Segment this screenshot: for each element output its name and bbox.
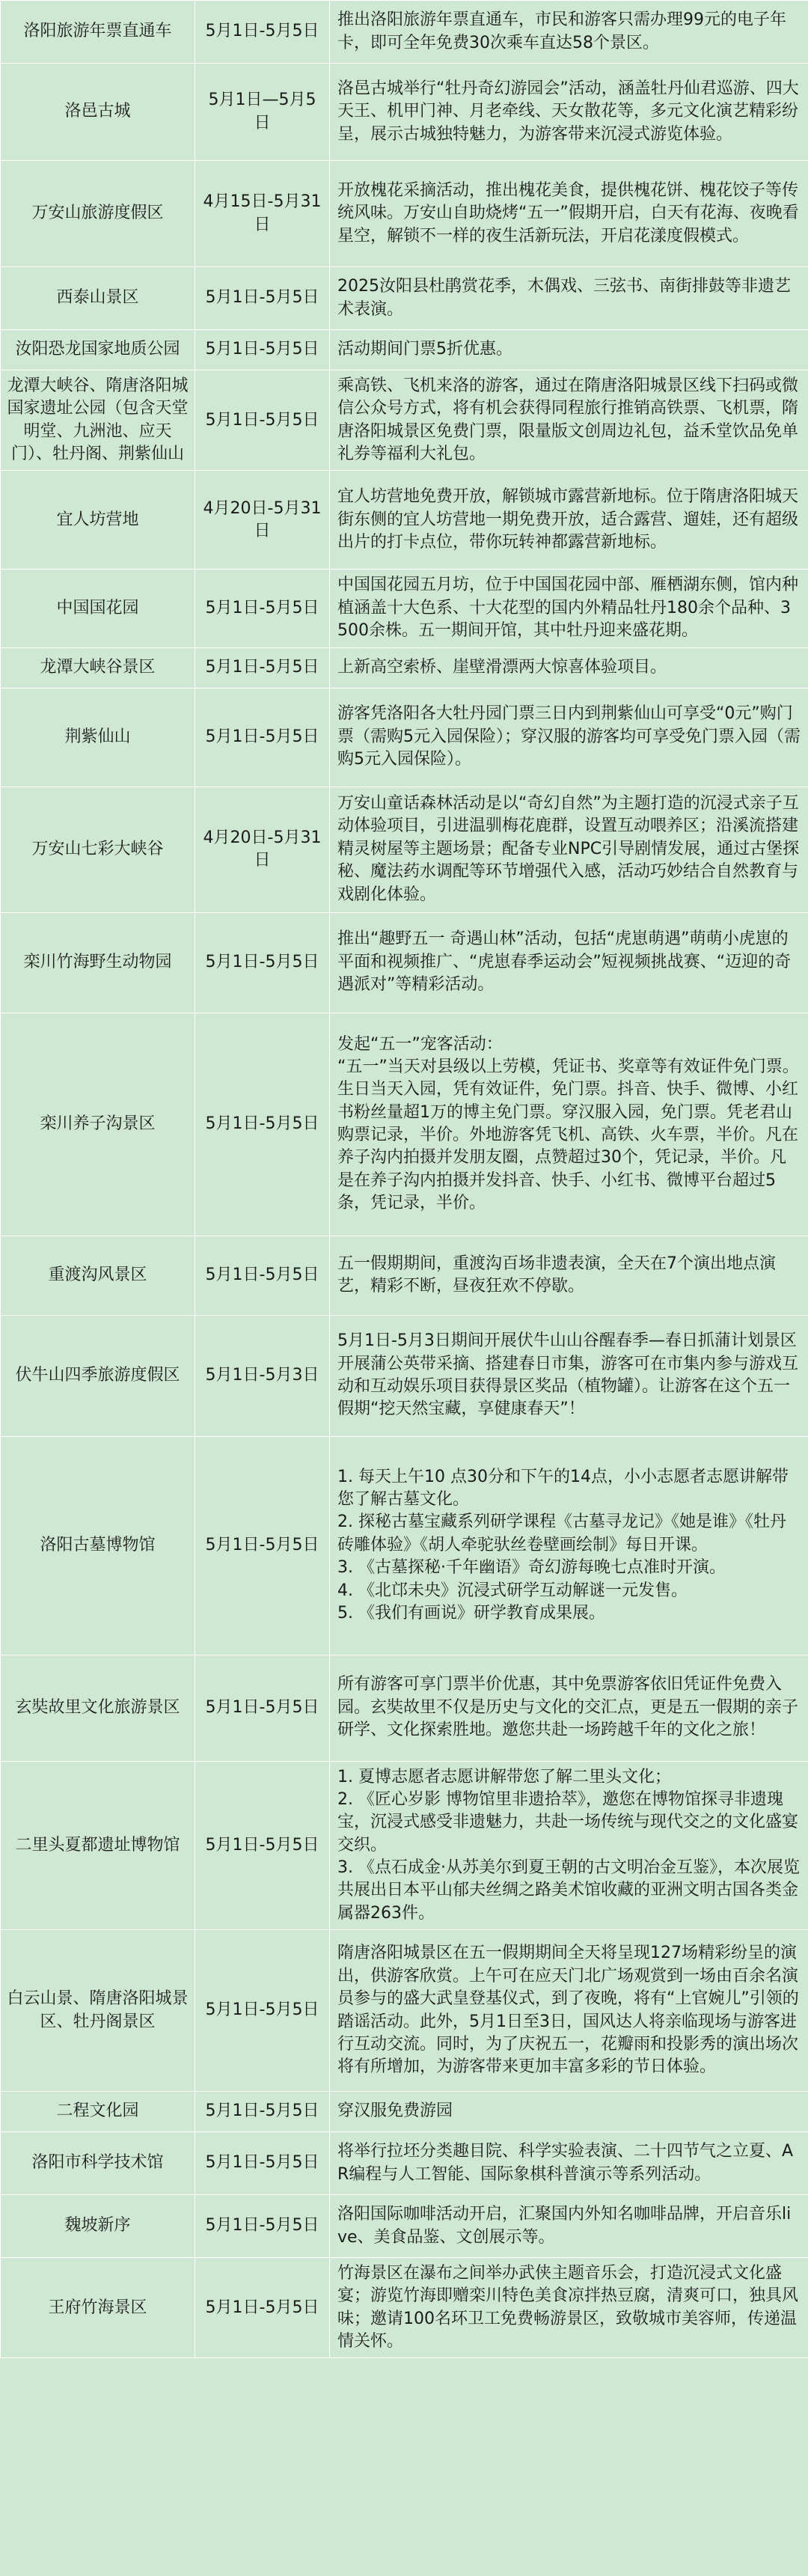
date-range-cell: 5月1日—5月5日 bbox=[195, 64, 330, 161]
table-row bbox=[1, 1436, 808, 1655]
activity-description-cell: 五一假期期间，重渡沟百场非遗表演，全天在7个演出地点演艺，精彩不断，昼夜狂欢不停歇。 bbox=[330, 1236, 808, 1315]
date-range-cell: 5月1日-5月5日 bbox=[195, 1436, 330, 1655]
activity-description-cell: 开放槐花采摘活动，推出槐花美食，提供槐花饼、槐花饺子等传统风味。万安山自助烧烤“五一”假期开启，白天有花海、夜晚看星空，解锁不一样的夜生活新玩法，开启花漾度假模式。 bbox=[330, 161, 808, 267]
date-range-cell: 5月1日-5月5日 bbox=[195, 370, 330, 471]
activity-description-cell: 2025汝阳县杜鹃赏花季，木偶戏、三弦书、南街排鼓等非遗艺术表演。 bbox=[330, 267, 808, 330]
activity-description-cell: 中国国花园五月坊，位于中国国花园中部、雁栖湖东侧，馆内种植涵盖十大色系、十大花型的国内外精品牡丹180余个品种、3500余株。五一期间开馆，其中牡丹迎来盛花期。 bbox=[330, 570, 808, 647]
date-range-cell: 5月1日-5月5日 bbox=[195, 1655, 330, 1761]
date-range-cell: 5月1日-5月5日 bbox=[195, 688, 330, 787]
venue-name-cell: 魏坡新序 bbox=[1, 2195, 195, 2258]
table-row bbox=[1, 688, 808, 787]
venue-name-cell: 洛阳旅游年票直通车 bbox=[1, 1, 195, 64]
activity-description-cell: 1. 夏博志愿者志愿讲解带您了解二里头文化； 2. 《匠心岁影 博物馆里非遗拾萃》，邀您在博物馆探寻非遗瑰宝，沉浸式感受非遗魅力，共赴一场传统与现代交之的文化盛宴交织。 3. 《点石成金·从苏美尔到夏王朝的古文明冶金互鉴》，本次展览共展出日本平山郁夫丝绸之路美术馆收藏的亚洲文明古国各类金属器263件。 bbox=[330, 1761, 808, 1930]
table-row bbox=[1, 2132, 808, 2195]
date-range-cell: 5月1日-5月5日 bbox=[195, 1236, 330, 1315]
activity-description-cell: 活动期间门票5折优惠。 bbox=[330, 330, 808, 370]
activity-description-cell: 竹海景区在瀑布之间举办武侠主题音乐会，打造沉浸式文化盛宴；游览竹海即赠栾川特色美食凉拌热豆腐，清爽可口，独具风味；邀请100名环卫工免费畅游景区，致敬城市美容师，传递温情关怀。 bbox=[330, 2258, 808, 2358]
activity-description-cell: 将举行拉坯分类趣目院、科学实验表演、二十四节气之立夏、AR编程与人工智能、国际象棋科普演示等系列活动。 bbox=[330, 2132, 808, 2195]
venue-name-cell: 王府竹海景区 bbox=[1, 2258, 195, 2358]
date-range-cell: 5月1日-5月5日 bbox=[195, 1, 330, 64]
activity-description-cell: 5月1日-5月3日期间开展伏牛山山谷醒春季—春日抓蒲计划景区开展蒲公英带采摘、搭建春日市集，游客可在市集内参与游戏互动和互动娱乐项目获得景区奖品（植物罐）。让游客在这个五一假期“挖天然宝藏，享健康春天”！ bbox=[330, 1315, 808, 1436]
date-range-cell: 5月1日-5月5日 bbox=[195, 1930, 330, 2092]
venue-name-cell: 西泰山景区 bbox=[1, 267, 195, 330]
venue-name-cell: 栾川养子沟景区 bbox=[1, 1013, 195, 1236]
date-range-cell: 5月1日-5月5日 bbox=[195, 2195, 330, 2258]
venue-name-cell: 二程文化园 bbox=[1, 2092, 195, 2132]
date-range-cell: 5月1日-5月5日 bbox=[195, 912, 330, 1013]
activity-description-cell: 1. 每天上午10 点30分和下午的14点，小小志愿者志愿讲解带您了解古墓文化。 2. 探秘古墓宝藏系列研学课程《古墓寻龙记》《她是谁》《牡丹砖雕体验》《胡人牵驼驮丝卷壁画绘制》每日开课。 3. 《古墓探秘·千年幽语》奇幻游每晚七点准时开演。 4. 《北邙未央》沉浸式研学互动解谜一元发售。 5. 《我们有画说》研学教育成果展。 bbox=[330, 1436, 808, 1655]
date-range-cell: 4月15日-5月31日 bbox=[195, 161, 330, 267]
date-range-cell: 5月1日-5月5日 bbox=[195, 267, 330, 330]
activity-description-cell: 万安山童话森林活动是以“奇幻自然”为主题打造的沉浸式亲子互动体验项目，引进温驯梅花鹿群，设置互动喂养区；沿溪流搭建精灵树屋等主题场景；配备专业NPC引导剧情发展，通过古堡探秘、魔法药水调配等环节增强代入感，活动巧妙结合自然教育与戏剧化体验。 bbox=[330, 787, 808, 912]
table-row bbox=[1, 1315, 808, 1436]
activity-description-cell: 推出“趣野五一 奇遇山林”活动，包括“虎崽萌遇”萌萌小虎崽的平面和视频推广、“虎崽春季运动会”短视频挑战赛、“迈迎的奇遇派对”等精彩活动。 bbox=[330, 912, 808, 1013]
table-row bbox=[1, 570, 808, 647]
venue-name-cell: 洛阳市科学技术馆 bbox=[1, 2132, 195, 2195]
activity-description-cell: 隋唐洛阳城景区在五一假期期间全天将呈现127场精彩纷呈的演出，供游客欣赏。上午可在应天门北广场观赏到一场由百余名演员参与的盛大武皇登基仪式，到了夜晚，将有“上官婉儿”引领的踏谣活动。此外，5月1日至3日，国风达人将亲临现场与游客进行互动交流。同时，为了庆祝五一，花瓣雨和投影秀的演出场次将有所增加，为游客带来更加丰富多彩的节日体验。 bbox=[330, 1930, 808, 2092]
date-range-cell: 5月1日-5月5日 bbox=[195, 647, 330, 688]
date-range-cell: 4月20日-5月31日 bbox=[195, 787, 330, 912]
venue-name-cell: 万安山七彩大峡谷 bbox=[1, 787, 195, 912]
activity-description-cell: 乘高铁、飞机来洛的游客，通过在隋唐洛阳城景区线下扫码或微信公众号方式，将有机会获得同程旅行推销高铁票、飞机票，隋唐洛阳城景区免费门票，限量版文创周边礼包，益禾堂饮品免单礼券等福利大礼包。 bbox=[330, 370, 808, 471]
date-range-cell: 5月1日-5月5日 bbox=[195, 2132, 330, 2195]
date-range-cell: 5月1日-5月5日 bbox=[195, 330, 330, 370]
table-row bbox=[1, 1236, 808, 1315]
table-row bbox=[1, 2195, 808, 2258]
venue-name-cell: 宜人坊营地 bbox=[1, 471, 195, 570]
table-row bbox=[1, 1655, 808, 1761]
venue-name-cell: 重渡沟风景区 bbox=[1, 1236, 195, 1315]
table-row bbox=[1, 161, 808, 267]
venue-name-cell: 龙潭大峡谷、隋唐洛阳城国家遗址公园（包含天堂明堂、九洲池、应天门）、牡丹阁、荆紫仙山 bbox=[1, 370, 195, 471]
activity-description-cell: 推出洛阳旅游年票直通车，市民和游客只需办理99元的电子年卡，即可全年免费30次乘车直达58个景区。 bbox=[330, 1, 808, 64]
activity-description-cell: 穿汉服免费游园 bbox=[330, 2092, 808, 2132]
date-range-cell: 5月1日-5月5日 bbox=[195, 2258, 330, 2358]
activity-description-cell: 上新高空索桥、崖壁滑漂两大惊喜体验项目。 bbox=[330, 647, 808, 688]
venue-name-cell: 龙潭大峡谷景区 bbox=[1, 647, 195, 688]
date-range-cell: 5月1日-5月3日 bbox=[195, 1315, 330, 1436]
venue-name-cell: 栾川竹海野生动物园 bbox=[1, 912, 195, 1013]
table-row bbox=[1, 370, 808, 471]
venue-name-cell: 荆紫仙山 bbox=[1, 688, 195, 787]
table-row bbox=[1, 1930, 808, 2092]
table-row bbox=[1, 912, 808, 1013]
venue-name-cell: 中国国花园 bbox=[1, 570, 195, 647]
date-range-cell: 5月1日-5月5日 bbox=[195, 1013, 330, 1236]
activity-description-cell: 洛阳国际咖啡活动开启，汇聚国内外知名咖啡品牌，开启音乐live、美食品鉴、文创展示等。 bbox=[330, 2195, 808, 2258]
table-row bbox=[1, 64, 808, 161]
table-row bbox=[1, 647, 808, 688]
venue-name-cell: 伏牛山四季旅游度假区 bbox=[1, 1315, 195, 1436]
venue-name-cell: 洛邑古城 bbox=[1, 64, 195, 161]
venue-name-cell: 洛阳古墓博物馆 bbox=[1, 1436, 195, 1655]
table-row bbox=[1, 267, 808, 330]
table-row bbox=[1, 471, 808, 570]
table-row bbox=[1, 1761, 808, 1930]
table-row bbox=[1, 2258, 808, 2358]
table-row bbox=[1, 1, 808, 64]
activity-description-cell: 洛邑古城举行“牡丹奇幻游园会”活动，涵盖牡丹仙君巡游、四大天王、机甲门神、月老牵线、天女散花等，多元文化演艺精彩纷呈，展示古城独特魅力，为游客带来沉浸式游览体验。 bbox=[330, 64, 808, 161]
activity-description-cell: 游客凭洛阳各大牡丹园门票三日内到荆紫仙山可享受“0元”购门票（需购5元入园保险）；穿汉服的游客均可享受免门票入园（需购5元入园保险）。 bbox=[330, 688, 808, 787]
activity-description-cell: 发起“五一”宠客活动： “五一”当天对县级以上劳模，凭证书、奖章等有效证件免门票。生日当天入园，凭有效证件，免门票。抖音、快手、微博、小红书粉丝量超1万的博主免门票。穿汉服入园，免门票。凭老君山购票记录，半价。外地游客凭飞机、高铁、火车票，半价。凡在养子沟内拍摄并发朋友圈，点赞超过30个，凭记录，半价。凡是在养子沟内拍摄并发抖音、快手、小红书、微博平台超过5条，凭记录，半价。 bbox=[330, 1013, 808, 1236]
table-row bbox=[1, 2092, 808, 2132]
date-range-cell: 5月1日-5月5日 bbox=[195, 2092, 330, 2132]
activity-description-cell: 所有游客可享门票半价优惠，其中免票游客依旧凭证件免费入园。玄奘故里不仅是历史与文化的交汇点，更是五一假期的亲子研学、文化探索胜地。邀您共赴一场跨越千年的文化之旅！ bbox=[330, 1655, 808, 1761]
date-range-cell: 4月20日-5月31日 bbox=[195, 471, 330, 570]
table-row bbox=[1, 1013, 808, 1236]
table-row bbox=[1, 787, 808, 912]
date-range-cell: 5月1日-5月5日 bbox=[195, 1761, 330, 1930]
venue-name-cell: 白云山景、隋唐洛阳城景区、牡丹阁景区 bbox=[1, 1930, 195, 2092]
venue-name-cell: 二里头夏都遗址博物馆 bbox=[1, 1761, 195, 1930]
venue-name-cell: 万安山旅游度假区 bbox=[1, 161, 195, 267]
date-range-cell: 5月1日-5月5日 bbox=[195, 570, 330, 647]
table-row bbox=[1, 330, 808, 370]
activity-description-cell: 宜人坊营地免费开放，解锁城市露营新地标。位于隋唐洛阳城天街东侧的宜人坊营地一期免费开放，适合露营、遛娃，还有超级出片的打卡点位，带你玩转神都露营新地标。 bbox=[330, 471, 808, 570]
venue-name-cell: 汝阳恐龙国家地质公园 bbox=[1, 330, 195, 370]
venue-name-cell: 玄奘故里文化旅游景区 bbox=[1, 1655, 195, 1761]
